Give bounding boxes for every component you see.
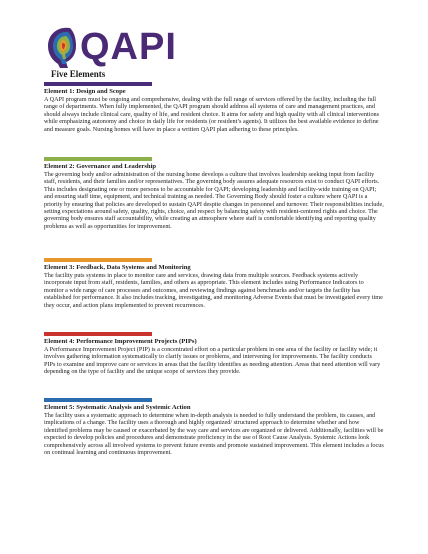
section-color-bar: [44, 398, 152, 402]
section-body: The facility uses a systematic approach to determine when in-depth analysis is needed to fully understand the problem, its causes, and implications of a change. The facility uses a thorough and highly organized/ structured approach to determine whether and how identified problems may be caused or exacerbated by the way care and services are organized or delivered. Additionally, facilities will be expected to develop policies and procedures and demonstrate proficiency in the use of Root Cause Analysis. Systemic Actions look comprehensively across all involved systems to prevent future events and promote sustained improvement. This element includes a focus on continual learning and continuous improvement.: [44, 412, 384, 457]
section-heading: Element 3: Feedback, Data Systems and Monitoring: [44, 264, 191, 271]
section-heading: Element 5: Systematic Analysis and Systemic Action: [44, 404, 191, 411]
section-design-scope: [44, 82, 384, 133]
section-color-bar: [44, 258, 152, 262]
section-body: A QAPI program must be ongoing and comprehensive, dealing with the full range of services offered by the facility, including the full range of departments. When fully implemented, the QAPI program should address all systems of care and management practices, and should always include clinical care, quality of life, and resident choice. It aims for safety and high quality with all clinical interventions while emphasizing autonomy and choice in daily life for residents (or resident’s agents). It utilizes the best available evidence to define and measure goals. Nursing homes will have in place a written QAPI plan adhering to these principles.: [44, 96, 380, 133]
head-profiles-icon: [42, 24, 82, 70]
section-heading: Element 1: Design and Scope: [44, 88, 126, 95]
section-color-bar: [44, 332, 152, 336]
section-pips: [44, 332, 384, 376]
section-heading: Element 4: Performance Improvement Projects (PIPs): [44, 338, 197, 345]
section-governance-leadership: [44, 157, 384, 230]
page-title: Five Elements: [51, 69, 106, 79]
section-body: The facility puts systems in place to monitor care and services, drawing data from multiple sources. Feedback systems actively incorporate input from staff, residents, families, and others as appropriate. This element includes using Performance Indicators to monitor a wide range of care processes and outcomes, and reviewing findings against benchmarks and/or targets the facility has established for performance. It also includes tracking, investigating, and monitoring Adverse Events that must be investigated every time they occur, and action plans implemented to prevent recurrences.: [44, 272, 383, 309]
section-body: A Performance Improvement Project (PIP) is a concentrated effort on a particular problem in one area of the facility or facility wide; it involves gathering information systematically to clarify issues or problems, and intervening for improvements. The facility conducts PIPs to examine and improve care or services in areas that the facility identifies as needing attention. Areas that need attention will vary depending on the type of facility and the unique scope of services they provide.: [44, 346, 381, 376]
section-systematic-analysis: [44, 398, 384, 456]
section-heading: Element 2: Governance and Leadership: [44, 163, 157, 170]
section-color-bar: [44, 82, 152, 86]
section-body: The governing body and/or administration of the nursing home develops a culture that involves leadership seeking input from facility staff, residents, and their families and/or representatives. The governing body assures adequate resources exist to conduct QAPI efforts. This includes designating one or more persons to be accountable for QAPI; developing leadership and facility-wide training on QAPI; and ensuring staff time, equipment, and technical training as needed. The Governing Body should foster a culture where QAPI is a priority by ensuring that policies are developed to sustain QAPI despite changes in personnel and turnover. Their responsibilities include, setting expectations around safety, quality, rights, choice, and respect by balancing safety with resident-centered rights and choice. The governing body ensures staff accountability, while creating an atmosphere where staff is comfortable identifying and reporting quality problems as well as opportunities for improvement.: [44, 171, 384, 230]
section-feedback-data: [44, 258, 384, 309]
qapi-logo: [42, 24, 177, 70]
logo-text: QAPI: [80, 26, 177, 68]
section-color-bar: [44, 157, 152, 161]
